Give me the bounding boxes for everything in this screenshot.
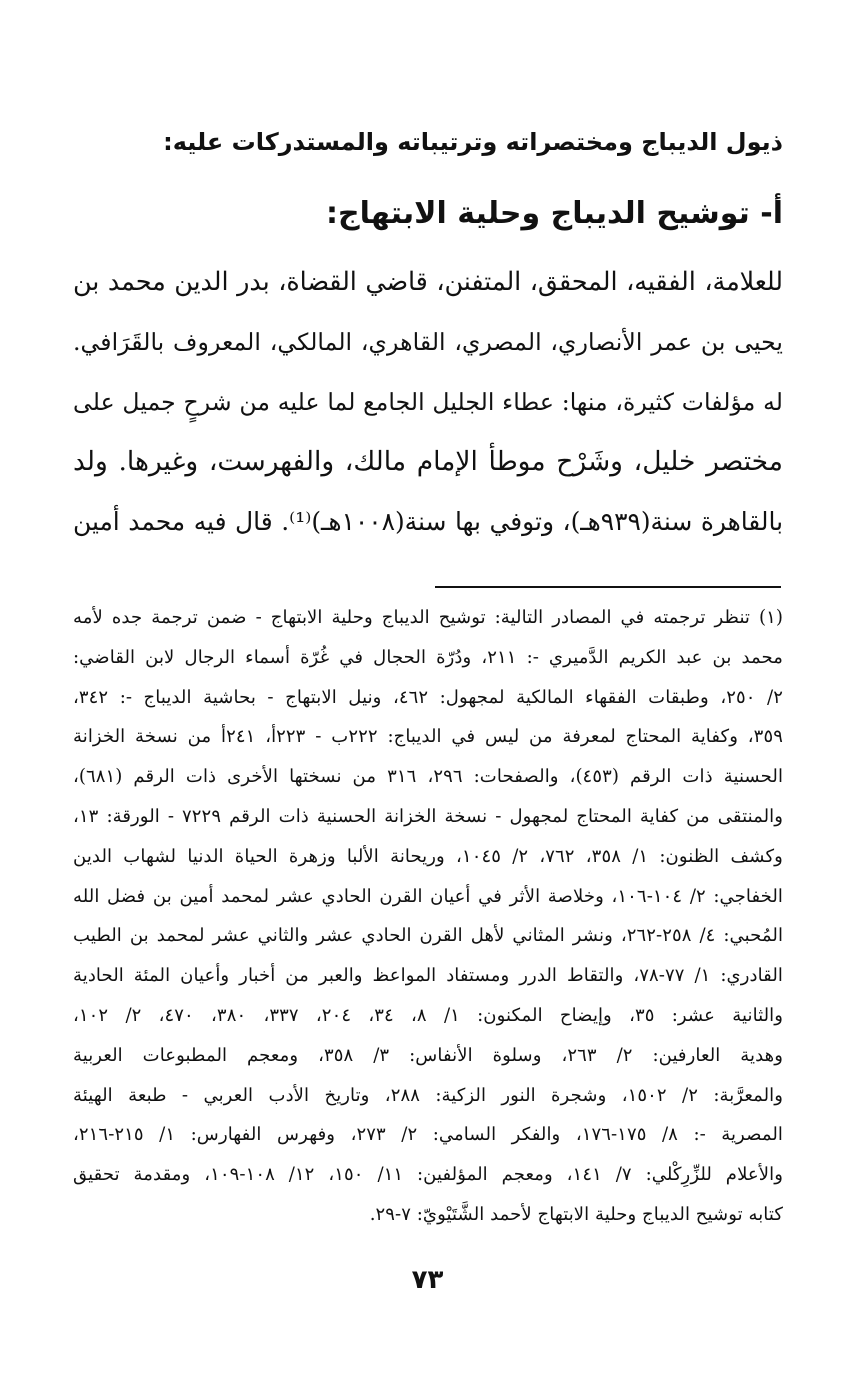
footnote-line: والمعرَّبة: ٢/ ١٥٠٢، وشجرة النور الزكية: ٢٨٨، وتاريخ الأدب العربي - طبعة الهيئة [73, 1084, 783, 1106]
footnote-line: (١) تنظر ترجمته في المصادر التالية: توشيح الديباج وحلية الابتهاج - ضمن ترجمة جده لأمه [73, 607, 783, 628]
page-number: ٧٣ [411, 1265, 444, 1295]
subsection-title: أ- توشيح الديباج وحلية الابتهاج: [325, 196, 783, 231]
footnote-line: المصرية -: ٨/ ١٧٥-١٧٦، والفكر السامي: ٢/ ٢٧٣، وفهرس الفهارس: ١/ ٢١٥-٢١٦، [73, 1124, 783, 1146]
footnote-line: القادري: ١/ ٧٧-٧٨، والتقاط الدرر ومستفاد المواعظ والعبر من أخبار وأعيان المئة الحادية [73, 965, 783, 987]
footnote-separator [435, 586, 781, 588]
footnote-line: ٣٥٩، وكفاية المحتاج لمعرفة من ليس في الديباج: ٢٢٢ب - ٢٢٣أ، ٢٤١أ من نسخة الخزانة [73, 726, 783, 748]
footnote-line: محمد بن عبد الكريم الدَّميري -: ٢١١، ودُرّة الحجال في غُرّة أسماء الرجال لابن القاضي: [73, 646, 783, 668]
footnote-line: ٢/ ٢٥٠، وطبقات الفقهاء المالكية لمجهول: ٤٦٢، ونيل الابتهاج - بحاشية الديباج -: ٣٤٢، [73, 686, 783, 708]
footnote-line: الحسنية ذات الرقم (٤٥٣)، والصفحات: ٢٩٦، ٣١٦ من نسختها الأخرى ذات الرقم (٦٨١)، [73, 766, 783, 788]
footnote [73, 598, 783, 1235]
body-paragraph [73, 252, 783, 552]
body-line: بالقاهرة سنة(٩٣٩هـ)، وتوفي بها سنة(١٠٠٨هـ)⁽¹⁾. قال فيه محمد أمين [73, 507, 783, 536]
footnote-line: والأعلام للزِّرِكْلي: ٧/ ١٤١، ومعجم المؤلفين: ١١/ ١٥٠، ١٢/ ١٠٨-١٠٩، ومقدمة تحقيق [73, 1164, 783, 1186]
footnote-line: وهدية العارفين: ٢/ ٢٦٣، وسلوة الأنفاس: ٣/ ٣٥٨، ومعجم المطبوعات العربية [73, 1044, 783, 1066]
footnote-line: والثانية عشر: ٣٥، وإيضاح المكنون: ١/ ٨، ٣٤، ٢٠٤، ٣٣٧، ٣٨٠، ٤٧٠، ٢/ ١٠٢، [73, 1004, 783, 1026]
footnote-line: والمنتقى من كفاية المحتاج لمجهول - نسخة الخزانة الحسنية ذات الرقم ٧٢٢٩ - الورقة: ١٣، [73, 805, 783, 827]
footnote-line: وكشف الظنون: ١/ ٣٥٨، ٧٦٢، ٢/ ١٠٤٥، وريحانة الألبا وزهرة الحياة الدنيا لشهاب الدين [73, 845, 783, 867]
section-title: ذيول الديباج ومختصراته وترتيباته والمستدركات عليه: [163, 128, 783, 156]
footnote-line: الخفاجي: ٢/ ١٠٤-١٠٦، وخلاصة الأثر في أعيان القرن الحادي عشر لمحمد أمين بن فضل الله [73, 885, 783, 907]
body-line: مختصر خليل، وشَرْح موطأ الإمام مالك، والفهرست، وغيرها. ولد [73, 446, 783, 477]
footnote-line: المُحبي: ٤/ ٢٥٨-٢٦٢، ونشر المثاني لأهل القرن الحادي عشر والثاني عشر لمحمد بن الطيب [73, 925, 783, 947]
footnote-line: كتابه توشيح الديباج وحلية الابتهاج لأحمد الشَّتَيْويّ: ٧-٢٩. [369, 1203, 783, 1225]
body-line: للعلامة، الفقيه، المحقق، المتفنن، قاضي القضاة، بدر الدين محمد بن [73, 267, 783, 296]
body-line: يحيى بن عمر الأنصاري، المصري، القاهري، المالكي، المعروف بالقَرَافي. [73, 328, 783, 356]
body-line: له مؤلفات كثيرة، منها: عطاء الجليل الجامع لما عليه من شرحٍ جميل على [73, 388, 783, 416]
